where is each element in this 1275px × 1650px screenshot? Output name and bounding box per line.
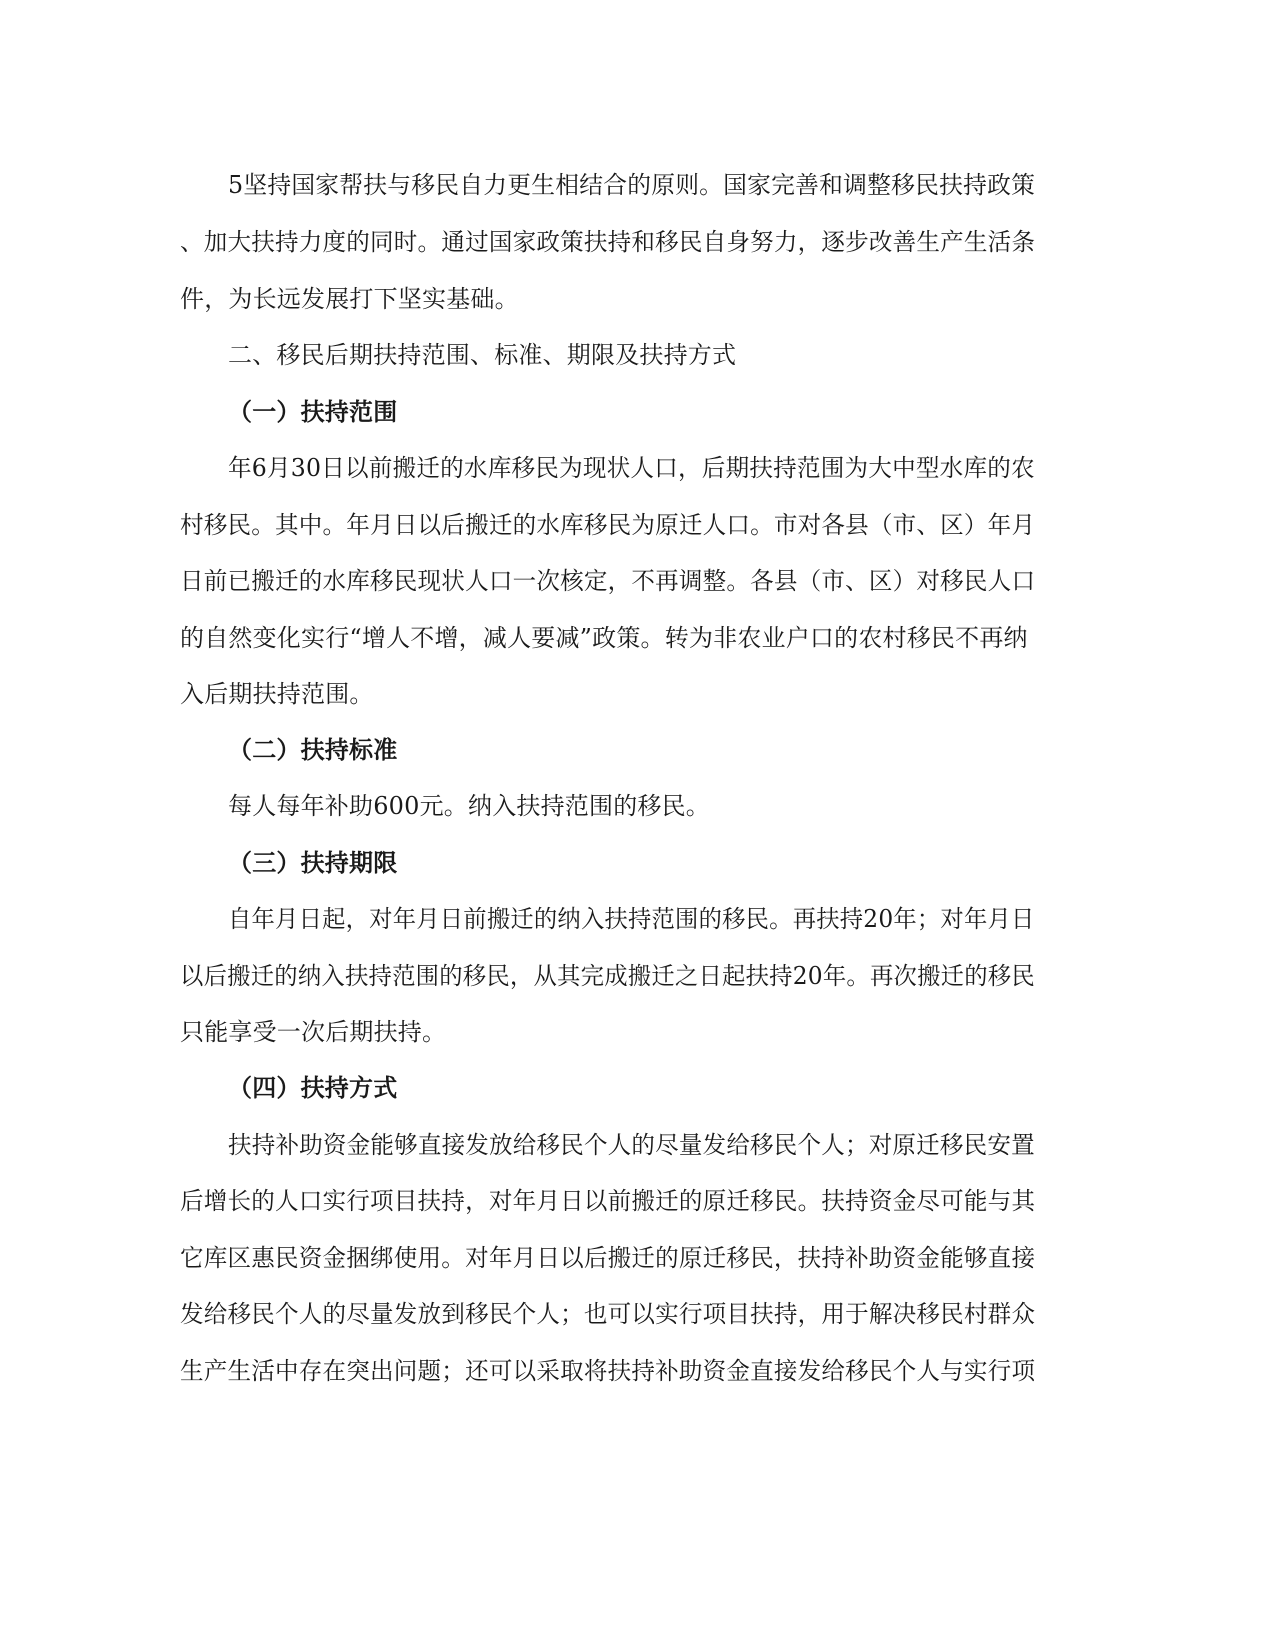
paragraph-line: 生产生活中存在突出问题；还可以采取将扶持补助资金直接发给移民个人与实行项 <box>180 1357 1036 1385</box>
paragraph-line: 的自然变化实行“增人不增，减人要减”政策。转为非农业户口的农村移民不再纳 <box>180 624 1028 652</box>
paragraph-line: 年6月30日以前搬迁的水库移民为现状人口，后期扶持范围为大中型水库的农 <box>228 454 1035 482</box>
paragraph-line: 它库区惠民资金捆绑使用。对年月日以后搬迁的原迁移民，扶持补助资金能够直接 <box>180 1244 1036 1272</box>
subsection-heading-standard: （二）扶持标准 <box>228 735 398 764</box>
paragraph-line: 自年月日起，对年月日前搬迁的纳入扶持范围的移民。再扶持20年；对年月日 <box>228 905 1035 933</box>
paragraph-line: 村移民。其中。年月日以后搬迁的水库移民为原迁人口。市对各县（市、区）年月 <box>180 511 1036 539</box>
paragraph-line: 只能享受一次后期扶持。 <box>180 1018 447 1046</box>
subsection-heading-period: （三）扶持期限 <box>228 848 398 877</box>
paragraph-line: 日前已搬迁的水库移民现状人口一次核定，不再调整。各县（市、区）对移民人口 <box>180 567 1036 595</box>
subsection-heading-scope: （一）扶持范围 <box>228 397 398 426</box>
paragraph-line: 以后搬迁的纳入扶持范围的移民，从其完成搬迁之日起扶持20年。再次搬迁的移民 <box>180 962 1035 990</box>
paragraph-line: 、加大扶持力度的同时。通过国家政策扶持和移民自身努力，逐步改善生产生活条 <box>180 228 1036 256</box>
section-heading: 二、移民后期扶持范围、标准、期限及扶持方式 <box>228 341 737 369</box>
paragraph-line: 件，为长远发展打下坚实基础。 <box>180 285 519 313</box>
paragraph-line: 后增长的人口实行项目扶持，对年月日以前搬迁的原迁移民。扶持资金尽可能与其 <box>180 1187 1036 1215</box>
paragraph-line: 入后期扶持范围。 <box>180 680 374 708</box>
paragraph-line: 扶持补助资金能够直接发放给移民个人的尽量发给移民个人；对原迁移民安置 <box>228 1131 1035 1159</box>
paragraph-line: 5坚持国家帮扶与移民自力更生相结合的原则。国家完善和调整移民扶持政策 <box>228 171 1036 199</box>
subsection-heading-method: （四）扶持方式 <box>228 1073 398 1102</box>
paragraph-line: 每人每年补助600元。纳入扶持范围的移民。 <box>228 792 711 820</box>
paragraph-line: 发给移民个人的尽量发放到移民个人；也可以实行项目扶持，用于解决移民村群众 <box>180 1300 1036 1328</box>
